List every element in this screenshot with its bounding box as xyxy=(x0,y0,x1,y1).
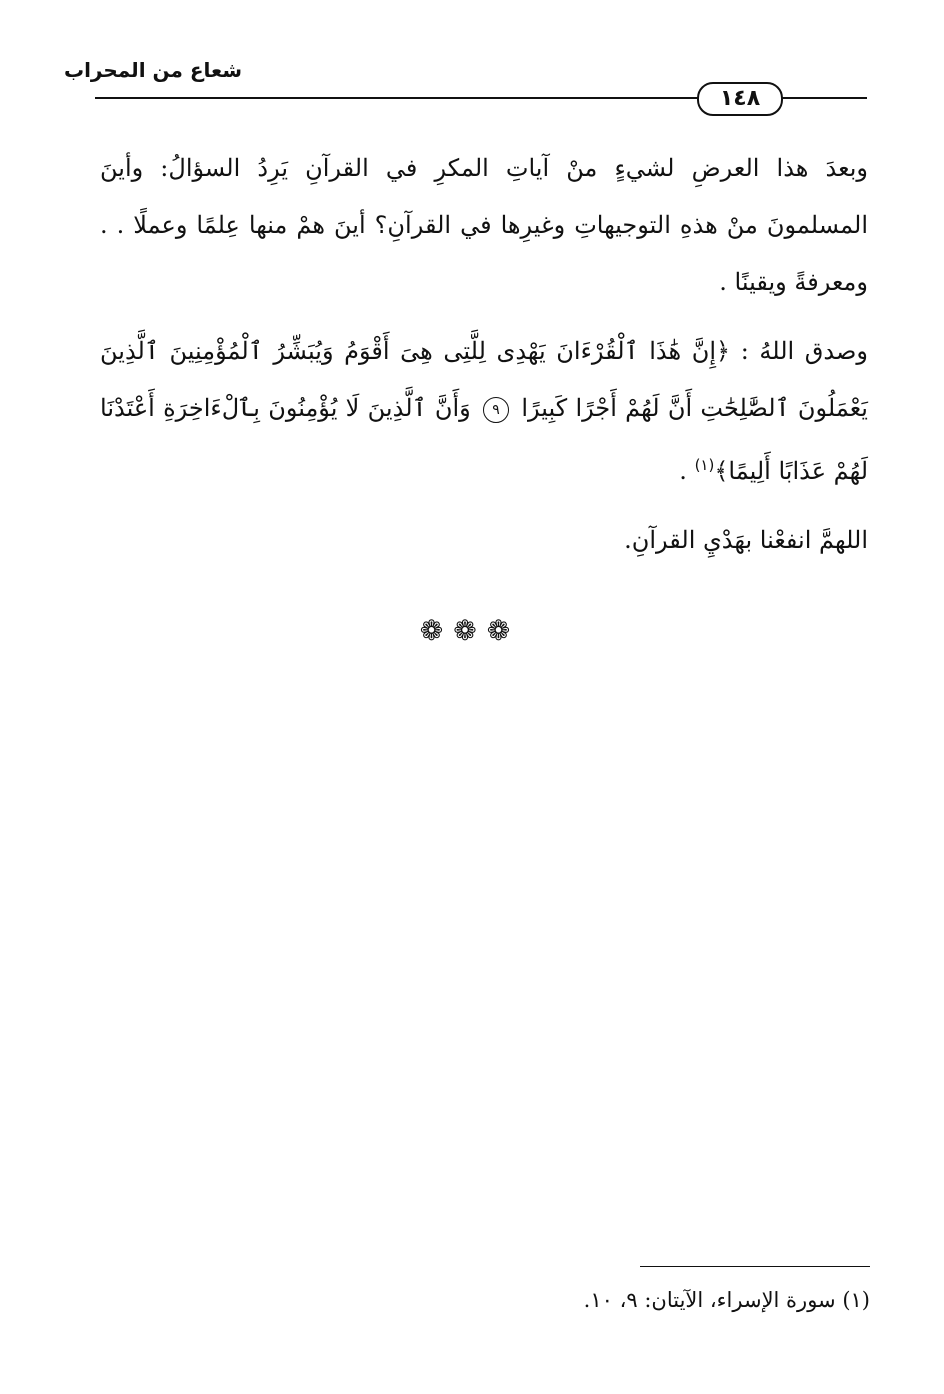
paragraph-question: وبعدَ هذا العرضِ لشيءٍ منْ آياتِ المكرِ في القرآنِ يَرِدُ السؤالُ: وأينَ المسلمونَ منْ هذهِ التوجيهاتِ وغيرِها في القرآنِ؟ أينَ همْ منها عِلمًا وعملًا . . ومعرفةً ويقينًا . xyxy=(100,154,868,296)
main-text xyxy=(100,140,868,581)
flower-ornament-icon: ❁❁❁ xyxy=(419,614,521,647)
verse-text-part2: وَأَنَّ ٱلَّذِينَ لَا يُؤْمِنُونَ بِٱلْءَاخِرَةِ أَعْتَدْنَا لَهُمْ عَذَابًا أَلِيمًا﴾ xyxy=(100,394,868,485)
verse-text-part1: ﴿إِنَّ هَٰذَا ٱلْقُرْءَانَ يَهْدِى لِلَّتِى هِىَ أَقْوَمُ وَيُبَشِّرُ ٱلْمُؤْمِنِينَ ٱلَّذِينَ يَعْمَلُونَ ٱلصَّٰلِحَٰتِ أَنَّ لَهُمْ أَجْرًا كَبِيرًا xyxy=(100,337,868,422)
verse-period: . xyxy=(679,457,687,485)
footnote-reference: (١) xyxy=(694,456,715,474)
footnote-rule xyxy=(640,1266,870,1267)
ayah-number-marker: ٩ xyxy=(483,397,509,423)
page-number: ١٤٨ xyxy=(697,82,783,116)
paragraph-verse xyxy=(100,323,868,500)
verse-intro: وصدق اللهُ : xyxy=(740,337,868,365)
running-title: شعاع من المحراب xyxy=(63,58,242,82)
paragraph-prayer: اللهمَّ انفعْنا بهَدْيِ القرآنِ. xyxy=(624,526,868,554)
footnote: (١) سورة الإسراء، الآيتان: ٩، ١٠. xyxy=(583,1288,870,1312)
